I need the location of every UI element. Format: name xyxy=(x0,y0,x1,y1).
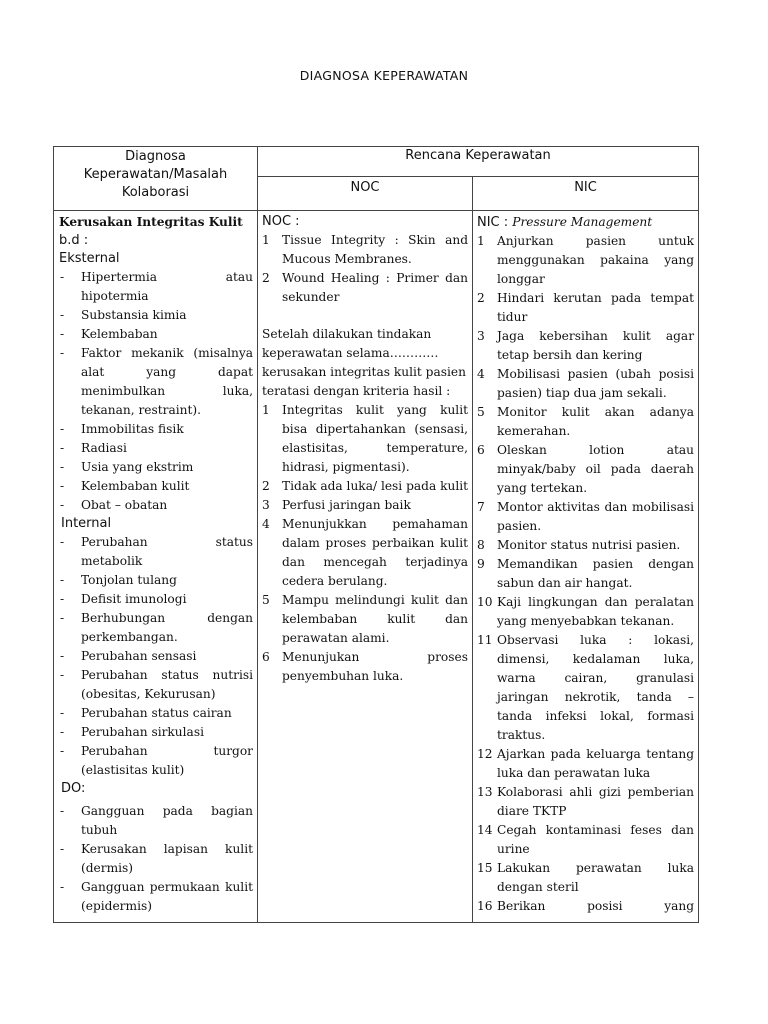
item-number: 13 xyxy=(477,785,493,799)
item-number: 9 xyxy=(477,557,485,571)
diagnosis-cell xyxy=(54,211,258,923)
item-number: 4 xyxy=(262,517,270,531)
list-item xyxy=(477,441,694,498)
noc-outcome-list xyxy=(262,231,468,307)
item-number: 11 xyxy=(477,633,493,647)
nic-intervention-list xyxy=(477,232,694,916)
list-item xyxy=(262,231,468,269)
list-item xyxy=(477,289,694,327)
nic-label-title: Pressure Management xyxy=(512,215,653,229)
item-text: Hindari kerutan pada tempat tidur xyxy=(497,291,695,324)
document-title: DIAGNOSA KEPERAWATAN xyxy=(299,68,469,83)
list-item xyxy=(477,631,694,745)
item-text: Monitor kulit akan adanya kemerahan. xyxy=(497,405,695,438)
diagnosis-header: Diagnosa Keperawatan/Masalah Kolaborasi xyxy=(54,147,258,211)
list-item xyxy=(477,555,694,593)
item-number: 2 xyxy=(262,479,270,493)
list-item: - Perubahan turgor (elastisitas kulit) xyxy=(59,742,253,780)
item-number: 2 xyxy=(477,291,485,305)
list-item xyxy=(477,536,694,555)
noc-label: NOC : xyxy=(262,214,300,229)
item-text: Perfusi jaringan baik xyxy=(282,498,411,512)
list-item xyxy=(477,327,694,365)
item-number: 10 xyxy=(477,595,493,609)
item-text: Jaga kebersihan kulit agar tetap bersih dan kering xyxy=(497,329,695,362)
list-item xyxy=(262,401,468,477)
item-text: Anjurkan pasien untuk menggunakan pakaina yang longgar xyxy=(497,234,695,286)
list-item xyxy=(477,745,694,783)
do-list xyxy=(59,802,253,916)
item-number: 1 xyxy=(262,233,270,247)
noc-header: NOC xyxy=(258,176,473,210)
item-text: Memandikan pasien dengan sabun dan air hangat. xyxy=(497,557,695,590)
list-item: - Usia yang ekstrim xyxy=(59,458,253,477)
item-number: 14 xyxy=(477,823,493,837)
list-item: - Faktor mekanik (misalnya alat yang dapat menimbulkan luka, tekanan, restraint). xyxy=(59,344,253,420)
item-number: 5 xyxy=(262,593,270,607)
list-item xyxy=(262,496,468,515)
list-item: - Kelembaban kulit xyxy=(59,477,253,496)
list-item: - Kelembaban xyxy=(59,325,253,344)
item-number: 6 xyxy=(262,650,270,664)
list-item xyxy=(262,591,468,648)
list-item: - Berhubungan dengan perkembangan. xyxy=(59,609,253,647)
list-item xyxy=(477,897,694,916)
item-text: Lakukan perawatan luka dengan steril xyxy=(497,861,695,894)
nic-cell xyxy=(473,211,699,923)
list-item: - Perubahan status metabolik xyxy=(59,533,253,571)
item-text: Tidak ada luka/ lesi pada kulit xyxy=(282,479,469,493)
item-text: Berikan posisi yang xyxy=(497,899,695,913)
list-item: - Radiasi xyxy=(59,439,253,458)
list-item: - Tonjolan tulang xyxy=(59,571,253,590)
item-text: Montor aktivitas dan mobilisasi pasien. xyxy=(497,500,695,533)
list-item: - Gangguan permukaan kulit (epidermis) xyxy=(59,878,253,916)
list-item xyxy=(477,859,694,897)
do-label: DO: xyxy=(61,781,86,796)
item-number: 5 xyxy=(477,405,485,419)
item-number: 15 xyxy=(477,861,493,875)
list-item xyxy=(477,821,694,859)
diagnosis-heading: Kerusakan Integritas Kulit xyxy=(59,215,243,229)
noc-cell xyxy=(258,211,473,923)
item-number: 1 xyxy=(477,234,485,248)
item-text: Menunjukan proses penyembuhan luka. xyxy=(282,650,468,683)
item-number: 8 xyxy=(477,538,485,552)
list-item: - Immobilitas fisik xyxy=(59,420,253,439)
nic-header: NIC xyxy=(473,176,699,210)
list-item: - Perubahan sirkulasi xyxy=(59,723,253,742)
list-item: - Perubahan status cairan xyxy=(59,704,253,723)
list-item xyxy=(262,269,468,307)
nursing-care-table xyxy=(53,146,699,923)
item-number: 7 xyxy=(477,500,485,514)
list-item xyxy=(262,648,468,686)
noc-intro: Setelah dilakukan tindakan keperawatan selama………… kerusakan integritas kulit pasien teratasi dengan kriteria hasil : xyxy=(262,327,466,398)
item-text: Observasi luka : lokasi, dimensi, kedalaman luka, warna cairan, granulasi jaringan nekrotik, tanda – tanda infeksi lokal, formasi traktus. xyxy=(497,633,695,742)
item-number: 3 xyxy=(477,329,485,343)
external-label: Eksternal xyxy=(59,251,120,266)
item-text: Mobilisasi pasien (ubah posisi pasien) tiap dua jam sekali. xyxy=(497,367,695,400)
internal-label: Internal xyxy=(61,516,112,531)
item-text: Tissue Integrity : Skin and Mucous Membranes. xyxy=(282,233,468,266)
item-number: 2 xyxy=(262,271,270,285)
list-item: - Kerusakan lapisan kulit (dermis) xyxy=(59,840,253,878)
item-number: 4 xyxy=(477,367,485,381)
item-text: Menunjukkan pemahaman dalam proses perbaikan kulit dan mencegah terjadinya cedera berulang. xyxy=(282,517,468,588)
list-item xyxy=(477,365,694,403)
item-text: Ajarkan pada keluarga tentang luka dan perawatan luka xyxy=(497,747,695,780)
list-item xyxy=(477,403,694,441)
item-number: 16 xyxy=(477,899,493,913)
item-text: Oleskan lotion atau minyak/baby oil pada daerah yang tertekan. xyxy=(497,443,695,495)
diagnosis-bd: b.d : xyxy=(59,233,89,248)
list-item xyxy=(477,498,694,536)
internal-factor-list xyxy=(59,533,253,780)
item-text: Kaji lingkungan dan peralatan yang menyebabkan tekanan. xyxy=(497,595,695,628)
item-text: Monitor status nutrisi pasien. xyxy=(497,538,681,552)
item-text: Integritas kulit yang kulit bisa dipertahankan (sensasi, elastisitas, temperature, hidrasi, pigmentasi). xyxy=(282,403,468,474)
list-item: - Perubahan sensasi xyxy=(59,647,253,666)
list-item xyxy=(477,593,694,631)
nic-label-prefix: NIC : xyxy=(477,215,513,230)
item-number: 12 xyxy=(477,747,493,761)
list-item xyxy=(477,232,694,289)
item-text: Wound Healing : Primer dan sekunder xyxy=(282,271,468,304)
list-item xyxy=(262,515,468,591)
item-text: Cegah kontaminasi feses dan urine xyxy=(497,823,695,856)
item-number: 6 xyxy=(477,443,485,457)
nic-label xyxy=(477,213,694,232)
list-item xyxy=(262,477,468,496)
item-text: Mampu melindungi kulit dan kelembaban kulit dan perawatan alami. xyxy=(282,593,468,645)
item-number: 3 xyxy=(262,498,270,512)
list-item: - Gangguan pada bagian tubuh xyxy=(59,802,253,840)
plan-header: Rencana Keperawatan xyxy=(258,147,699,177)
noc-criteria-list xyxy=(262,401,468,686)
list-item: - Defisit imunologi xyxy=(59,590,253,609)
list-item xyxy=(477,783,694,821)
external-factor-list xyxy=(59,268,253,515)
list-item: - Perubahan status nutrisi (obesitas, Kekurusan) xyxy=(59,666,253,704)
item-text: Kolaborasi ahli gizi pemberian diare TKTP xyxy=(497,785,695,818)
list-item: - Substansia kimia xyxy=(59,306,253,325)
list-item: - Obat – obatan xyxy=(59,496,253,515)
list-item: - Hipertermia atau hipotermia xyxy=(59,268,253,306)
item-number: 1 xyxy=(262,403,270,417)
